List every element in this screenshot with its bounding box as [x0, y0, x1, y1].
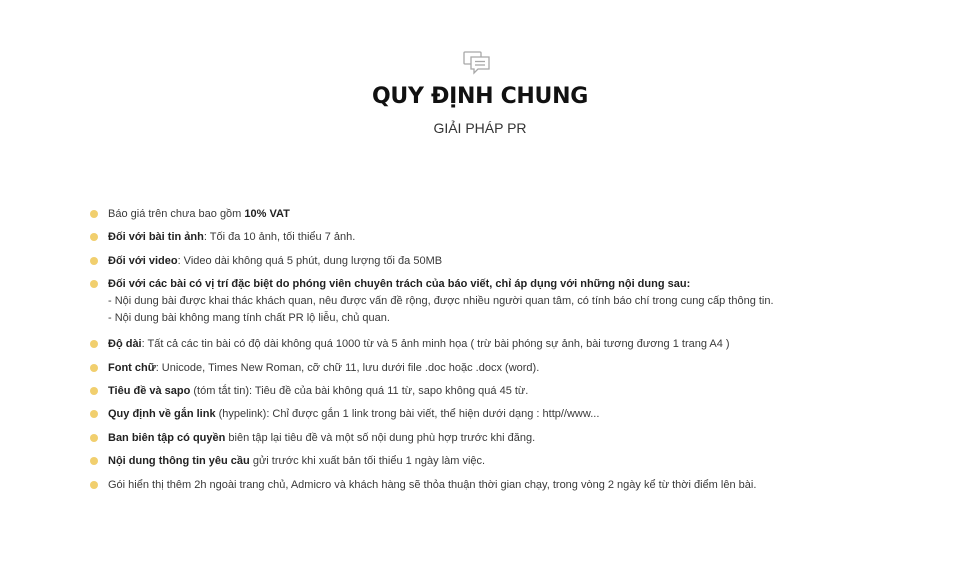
- page-subtitle: GIẢI PHÁP PR: [433, 120, 527, 136]
- rule-text: Gói hiển thị thêm 2h ngoài trang chủ, Admicro và khách hàng sẽ thỏa thuận thời gian chạy, trong vòng 2 ngày kể từ thời điểm lên bài.: [108, 478, 757, 491]
- bullet-dot: [90, 434, 98, 442]
- rule-subline: - Nội dung bài được khai thác khách quan, nêu được vấn đề rộng, được nhiều người quan tâm, có tính báo chí trong cung cấp thông tin.: [108, 295, 774, 308]
- rule-item-link: [90, 406, 890, 423]
- rule-text: gửi trước khi xuất bản tối thiểu 1 ngày làm việc.: [249, 455, 486, 468]
- bullet-dot: [90, 210, 98, 218]
- rule-text: : Tối đa 10 ảnh, tối thiểu 7 ảnh.: [203, 231, 356, 244]
- rule-strong: Tiêu đề và sapo: [108, 384, 191, 397]
- rule-item-special-position: [90, 276, 890, 327]
- rule-text: biên tập lại tiêu đề và một số nội dung phù hợp trước khi đăng.: [225, 431, 536, 444]
- page-title: QUY ĐỊNH CHUNG: [372, 84, 588, 109]
- rule-item-video: [90, 253, 890, 270]
- chat-bubbles-icon: [463, 51, 491, 75]
- rule-text: (hypelink): Chỉ được gắn 1 link trong bài viết, thể hiện dưới dạng : http//www...: [215, 408, 600, 421]
- bullet-dot: [90, 387, 98, 395]
- bullet-dot: [90, 233, 98, 241]
- rule-item-extra-display: [90, 477, 890, 494]
- bullet-dot: [90, 364, 98, 372]
- bullet-dot: [90, 340, 98, 348]
- rule-strong: Ban biên tập có quyền: [108, 431, 226, 444]
- rule-item-title-sapo: [90, 383, 890, 400]
- rule-strong: Đối với các bài có vị trí đặc biệt do phóng viên chuyên trách của báo viết, chỉ áp dụng với những nội dung sau:: [108, 278, 691, 291]
- rule-strong: Font chữ: [108, 361, 156, 374]
- rule-text: : Unicode, Times New Roman, cỡ chữ 11, lưu dưới file .doc hoặc .docx (word).: [155, 361, 540, 374]
- rule-text: Báo giá trên chưa bao gồm: [108, 208, 245, 220]
- rule-item-content-request: [90, 453, 890, 470]
- rule-item-vat: [90, 206, 890, 223]
- bullet-dot: [90, 410, 98, 418]
- bullet-dot: [90, 457, 98, 465]
- rule-strong: Đối với video: [108, 254, 178, 267]
- rules-list: [90, 206, 890, 500]
- rule-strong: Quy định về gắn link: [108, 408, 216, 421]
- rule-item-length: [90, 336, 890, 353]
- bullet-dot: [90, 257, 98, 265]
- rule-strong: 10% VAT: [244, 208, 290, 220]
- rule-strong: Độ dài: [108, 338, 142, 351]
- rule-text: : Video dài không quá 5 phút, dung lượng tối đa 50MB: [177, 254, 443, 267]
- rule-strong: Nội dung thông tin yêu cầu: [108, 455, 250, 468]
- rule-strong: Đối với bài tin ảnh: [108, 231, 204, 244]
- rule-item-photo: [90, 229, 890, 246]
- rule-item-font: [90, 360, 890, 377]
- bullet-dot: [90, 481, 98, 489]
- bullet-dot: [90, 280, 98, 288]
- rule-text: : Tất cả các tin bài có độ dài không quá 1000 từ và 5 ảnh minh họa ( trừ bài phóng sự ảnh, bài tương đương 1 trang A4 ): [141, 338, 730, 351]
- rule-item-editorial: [90, 430, 890, 447]
- rule-subline: - Nội dung bài không mang tính chất PR lộ liễu, chủ quan.: [108, 312, 390, 325]
- rule-text: (tóm tắt tin): Tiêu đề của bài không quá 11 từ, sapo không quá 45 từ.: [190, 384, 529, 397]
